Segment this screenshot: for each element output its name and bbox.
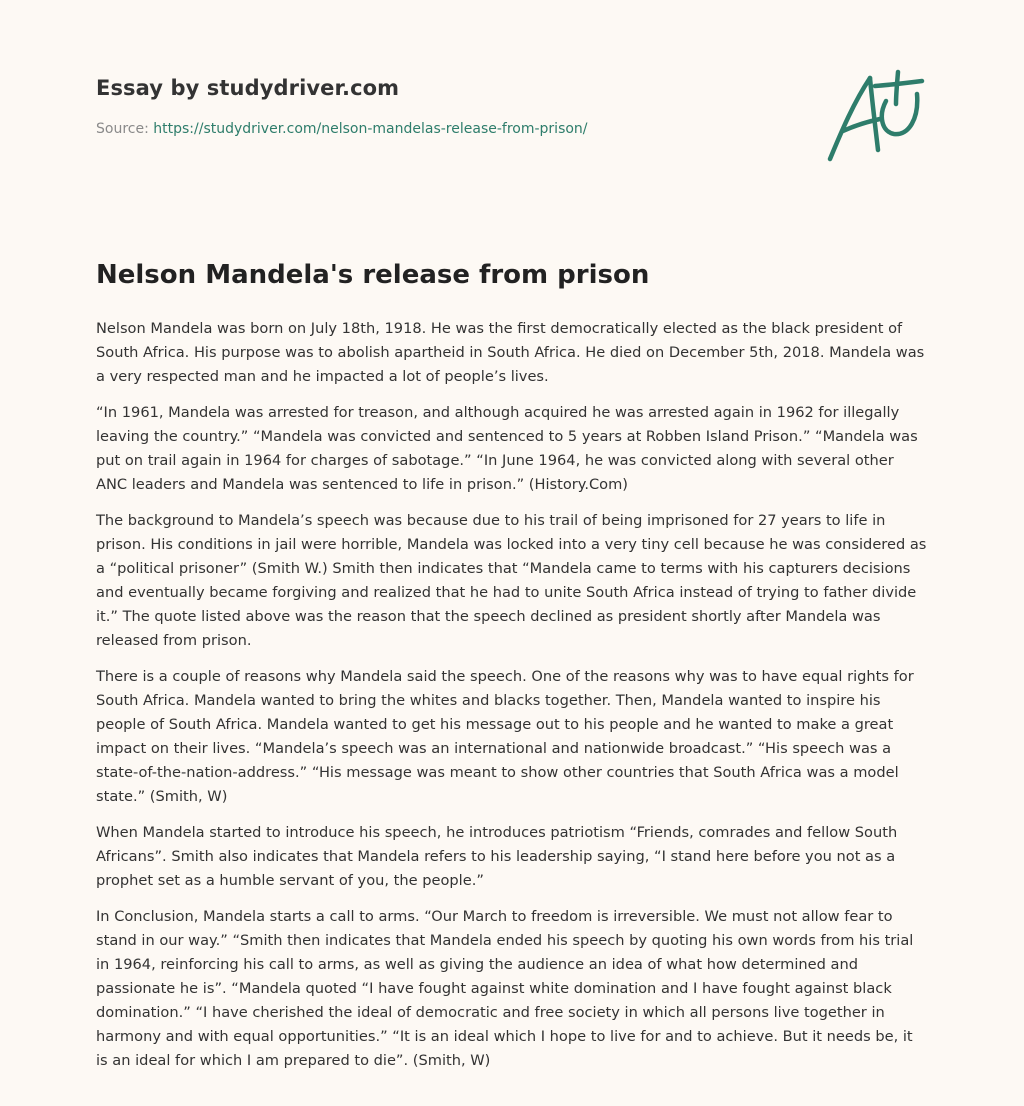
- paragraph-4: There is a couple of reasons why Mandela said the speech. One of the reasons why was to have equal rights for South Africa. Mandela wanted to bring the whites and blacks together. Then, Mandela wanted to inspire his people of South Africa. Mandela wanted to get his message out to his people and he wanted to make a great impact on their lives. “Mandela’s speech was an international and nationwide broadcast.” “His speech was a state-of-the-nation-address.” “His message was meant to show other countries that South Africa was a model state.” (Smith, W): [96, 668, 914, 805]
- a-plus-logo-icon: [820, 66, 930, 166]
- article-title: Nelson Mandela's release from prison: [96, 260, 650, 290]
- paragraph-2: “In 1961, Mandela was arrested for treason, and although acquired he was arrested again in 1962 for illegally leaving the country.” “Mandela was convicted and sentenced to 5 years at Robben Island Prison.” “Mandela was put on trail again in 1964 for charges of sabotage.” “In June 1964, he was convicted along with several other ANC leaders and Mandela was sentenced to life in prison.” (History.Com): [96, 404, 918, 493]
- source-line: [96, 121, 936, 137]
- site-title: Essay by studydriver.com: [96, 76, 400, 100]
- article: [96, 258, 928, 1085]
- paragraph-5: When Mandela started to introduce his speech, he introduces patriotism “Friends, comrades and fellow South Africans”. Smith also indicates that Mandela refers to his leadership saying, “I stand here before you not as a prophet set as a humble servant of you, the people.”: [96, 824, 898, 889]
- paragraph-6: In Conclusion, Mandela starts a call to arms. “Our March to freedom is irreversible. We must not allow fear to stand in our way.” “Smith then indicates that Mandela ended his speech by quoting his own words from his trial in 1964, reinforcing his call to arms, as well as giving the audience an idea of what how determined and passionate he is”. “Mandela quoted “I have fought against white domination and I have fought against black domination.” “I have cherished the ideal of democratic and free society in which all persons live together in harmony and with equal opportunities.” “It is an ideal which I hope to live for and to achieve. But it needs be, it is an ideal for which I am prepared to die”. (Smith, W): [96, 908, 914, 1069]
- source-label: Source:: [96, 121, 149, 137]
- paragraph-1: Nelson Mandela was born on July 18th, 1918. He was the first democratically elected as the black president of South Africa. His purpose was to abolish apartheid in South Africa. He died on December 5th, 2018. Mandela was a very respected man and he impacted a lot of people’s lives.: [96, 320, 925, 385]
- source-link[interactable]: https://studydriver.com/nelson-mandelas-release-from-prison/: [153, 121, 588, 137]
- page-header: [96, 76, 936, 137]
- paragraph-3: The background to Mandela’s speech was because due to his trail of being imprisoned for 27 years to life in prison. His conditions in jail were horrible, Mandela was locked into a very tiny cell because he was considered as a “political prisoner” (Smith W.) Smith then indicates that “Mandela came to terms with his capturers decisions and eventually became forgiving and realized that he had to unite South Africa instead of trying to father divide it.” The quote listed above was the reason that the speech declined as president shortly after Mandela was released from prison.: [96, 512, 927, 649]
